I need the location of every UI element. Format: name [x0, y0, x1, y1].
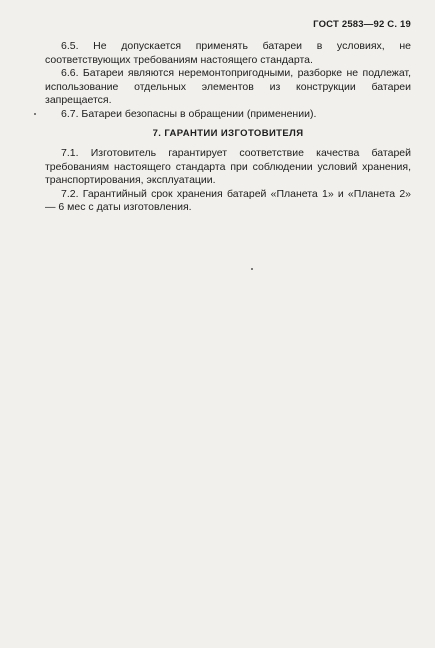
- paragraph-7-1: 7.1. Изготовитель гарантирует соответствие качества батарей требованиям настоящего стандарта при соблюдении условий хранения, транспортирования, эксплуатации.: [45, 147, 411, 187]
- paragraph-6-5: 6.5. Не допускается применять батареи в условиях, не соответствующих требованиям настоящего стандарта.: [45, 40, 411, 66]
- paragraph-7-2: 7.2. Гарантийный срок хранения батарей «Планета 1» и «Планета 2» — 6 мес с даты изготовления.: [45, 187, 411, 214]
- section-7: [45, 147, 411, 215]
- paragraph-6-7: 6.7. Батареи безопасны в обращении (применении).: [61, 107, 317, 120]
- section-7-heading: 7. ГАРАНТИИ ИЗГОТОВИТЕЛЯ: [152, 128, 304, 139]
- section-6: [45, 40, 411, 122]
- scan-speck: [251, 268, 253, 270]
- scan-speck: [34, 113, 36, 115]
- paragraph-6-6: 6.6. Батареи являются неремонтопригодными, разборке не подлежат, использование отдельных элементов из конструкции батареи запрещается.: [45, 67, 411, 107]
- page-header: ГОСТ 2583—92 С. 19: [313, 19, 411, 30]
